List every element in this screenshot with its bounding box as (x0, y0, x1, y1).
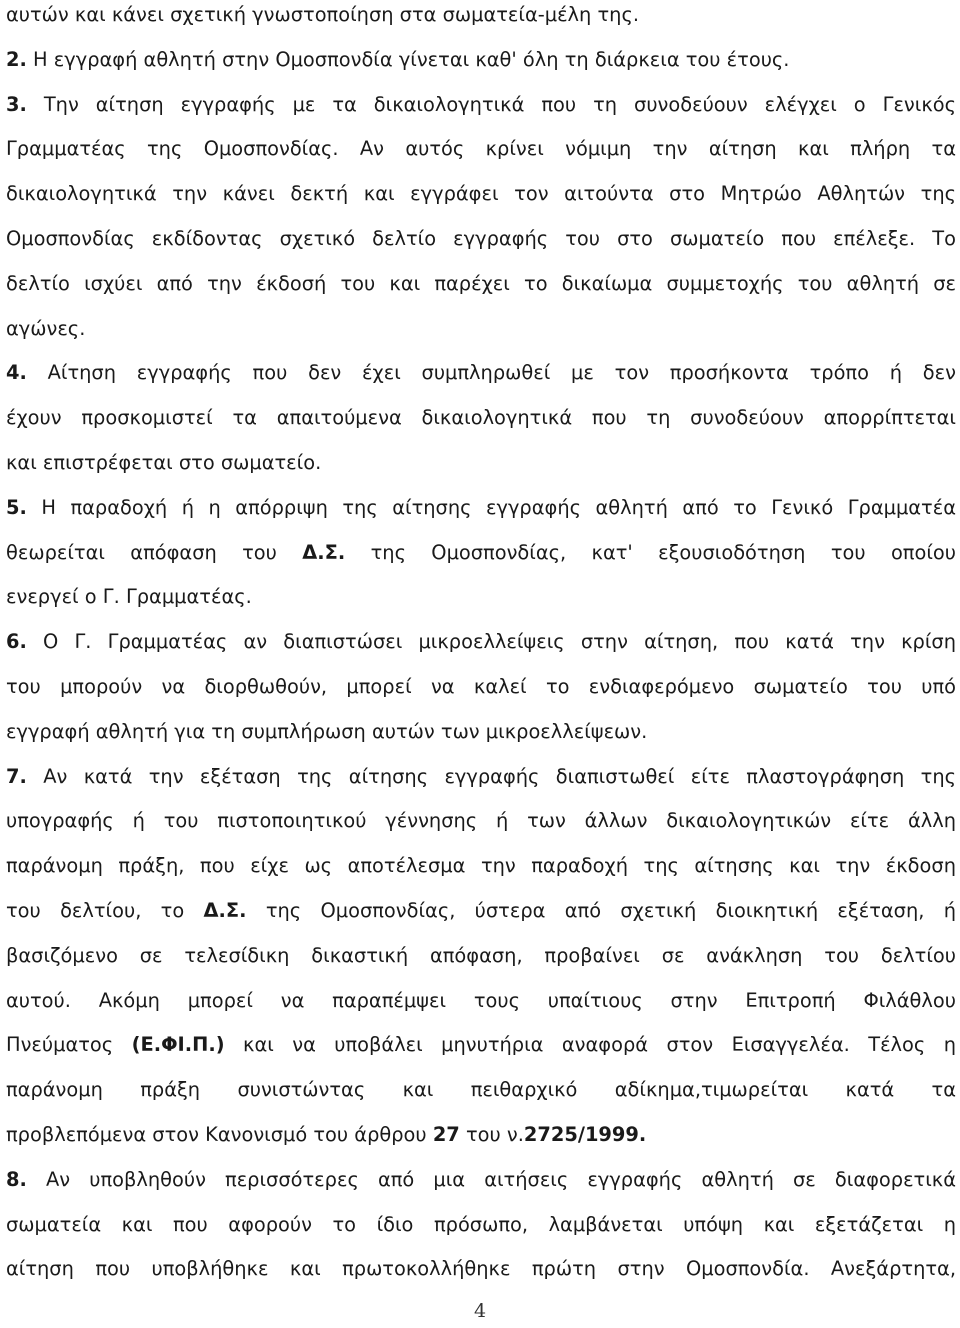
text-line (6, 1030, 956, 1060)
text-line (6, 403, 956, 433)
text-run: βασιζόμενο σε τελεσίδικη δικαστική απόφαση, προβαίνει σε ανάκληση του δελτίου (6, 943, 956, 967)
text-run: δελτίο ισχύει από την έκδοσή του και παρέχει το δικαίωμα συμμετοχής του αθλητή σε (6, 271, 956, 295)
text-run: παράνομη πράξη συνιστώντας και πειθαρχικό αδίκημα,τιμωρείται κατά τα (6, 1078, 956, 1102)
text-line (6, 1165, 956, 1195)
text-run: δικαιολογητικά την κάνει δεκτή και εγγράφει τον αιτούντα στο Μητρώο Αθλητών της (6, 182, 956, 206)
bold-text: Δ.Σ. (203, 899, 247, 922)
text-line (6, 582, 252, 612)
text-run: προβλεπόμενα στον Κανονισμό του άρθρου (6, 1123, 433, 1146)
text-line (6, 538, 956, 568)
text-line (6, 851, 956, 881)
text-run: σωματεία και που αφορούν το ίδιο πρόσωπο, λαμβάνεται υπόψη και εξετάζεται η (6, 1212, 956, 1236)
text-run: Αίτηση εγγραφής που δεν έχει συμπληρωθεί με τον προσήκοντα τρόπο ή δεν (26, 361, 956, 385)
text-run: Αν κατά την εξέταση της αίτησης εγγραφής διαπιστωθεί είτε πλαστογράφηση της (26, 764, 956, 788)
text-run: και να υποβάλει μηνυτήρια αναφορά στον Εισαγγελέα. Τέλος η (224, 1033, 956, 1057)
text-run: έχουν προσκομιστεί τα απαιτούμενα δικαιολογητικά που τη συνοδεύουν απορρίπτεται (6, 406, 956, 430)
text-line (6, 134, 956, 164)
text-run: αυτού. Ακόμη μπορεί να παραπέμψει τους υπαίτιους στην Επιτροπή Φιλάθλου (6, 988, 956, 1012)
bold-text: (Ε.ΦΙ.Π.) (131, 1033, 225, 1057)
text-line (6, 179, 956, 209)
text-line (6, 941, 956, 971)
text-run: Αν υποβληθούν περισσότερες από μια αιτήσεις εγγραφής αθλητή σε διαφορετικά (26, 1167, 956, 1191)
text-run: αυτών και κάνει σχετική γνωστοποίηση στα σωματεία-μέλη της. (6, 3, 639, 26)
text-run: ενεργεί ο Γ. Γραμματέας. (6, 585, 252, 609)
bold-text: 2. (6, 47, 27, 71)
text-line (6, 0, 639, 30)
text-line (6, 90, 956, 120)
text-run: Πνεύματος (6, 1033, 132, 1057)
text-line (6, 1254, 956, 1284)
text-run: Η παραδοχή ή η απόρριψη της αίτησης εγγραφής αθλητή από το Γενικό Γραμματέα (26, 495, 956, 519)
text-run: Γραμματέας της Ομοσπονδίας. Αν αυτός κρίνει νόμιμη την αίτηση και πλήρη τα (6, 137, 956, 161)
text-run: Ομοσπονδίας εκδίδοντας σχετικό δελτίο εγγραφής του στο σωματείο που επέλεξε. Το (6, 227, 956, 250)
text-run: και επιστρέφεται στο σωματείο. (6, 451, 322, 474)
text-run: της Ομοσπονδίας, κατ' εξουσιοδότηση του οποίου (345, 540, 956, 564)
text-run: Η εγγραφή αθλητή στην Ομοσπονδία γίνεται καθ' όλη τη διάρκεια του έτους. (26, 47, 790, 71)
text-line (6, 762, 956, 792)
text-run: αίτηση που υποβλήθηκε και πρωτοκολλήθηκε πρώτη στην Ομοσπονδία. Ανεξάρτητα, (6, 1257, 956, 1281)
text-line (6, 896, 956, 926)
text-line (6, 1075, 956, 1105)
text-line (6, 1210, 956, 1240)
text-line (6, 627, 956, 657)
text-line (6, 448, 321, 478)
text-line (6, 493, 956, 523)
text-line (6, 806, 956, 836)
bold-text: 8. (6, 1167, 27, 1191)
text-line (6, 269, 956, 299)
text-run: παράνομη πράξη, που είχε ως αποτέλεσμα την παραδοχή της αίτησης και την έκδοση (6, 854, 956, 878)
text-line (6, 314, 85, 344)
bold-text: 6. (6, 630, 27, 654)
text-run: του δελτίου, το (6, 899, 204, 922)
text-run: υπογραφής ή του πιστοποιητικού γέννησης ή των άλλων δικαιολογητικών είτε άλλη (6, 809, 956, 833)
text-line (6, 1120, 646, 1150)
page-number: 4 (473, 1300, 487, 1322)
text-run: Την αίτηση εγγραφής με τα δικαιολογητικά που τη συνοδεύουν ελέγχει ο Γενικός (26, 92, 956, 116)
text-run: του μπορούν να διορθωθούν, μπορεί να καλεί το ενδιαφερόμενο σωματείο του υπό (6, 675, 956, 698)
text-run: της Ομοσπονδίας, ύστερα από σχετική διοικητική εξέταση, ή (246, 899, 957, 922)
bold-text: Δ.Σ. (302, 540, 346, 564)
text-line (6, 45, 789, 75)
text-run: του ν. (459, 1123, 524, 1146)
text-line (6, 358, 956, 388)
bold-text: 7. (6, 764, 27, 788)
bold-text: 5. (6, 495, 27, 519)
bold-text: 27 (432, 1123, 460, 1146)
text-run: Ο Γ. Γραμματέας αν διαπιστώσει μικροελλείψεις στην αίτηση, που κατά την κρίση (26, 630, 956, 654)
text-line (6, 986, 956, 1016)
text-line (6, 224, 956, 254)
bold-text: 4. (6, 361, 27, 385)
text-line (6, 672, 956, 702)
bold-text: 3. (6, 92, 27, 116)
bold-text: 2725/1999. (523, 1123, 647, 1146)
text-run: θεωρείται απόφαση του (6, 540, 303, 564)
text-run: αγώνες. (6, 316, 86, 340)
text-run: εγγραφή αθλητή για τη συμπλήρωση αυτών των μικροελλείψεων. (6, 719, 648, 743)
text-line (6, 717, 647, 747)
